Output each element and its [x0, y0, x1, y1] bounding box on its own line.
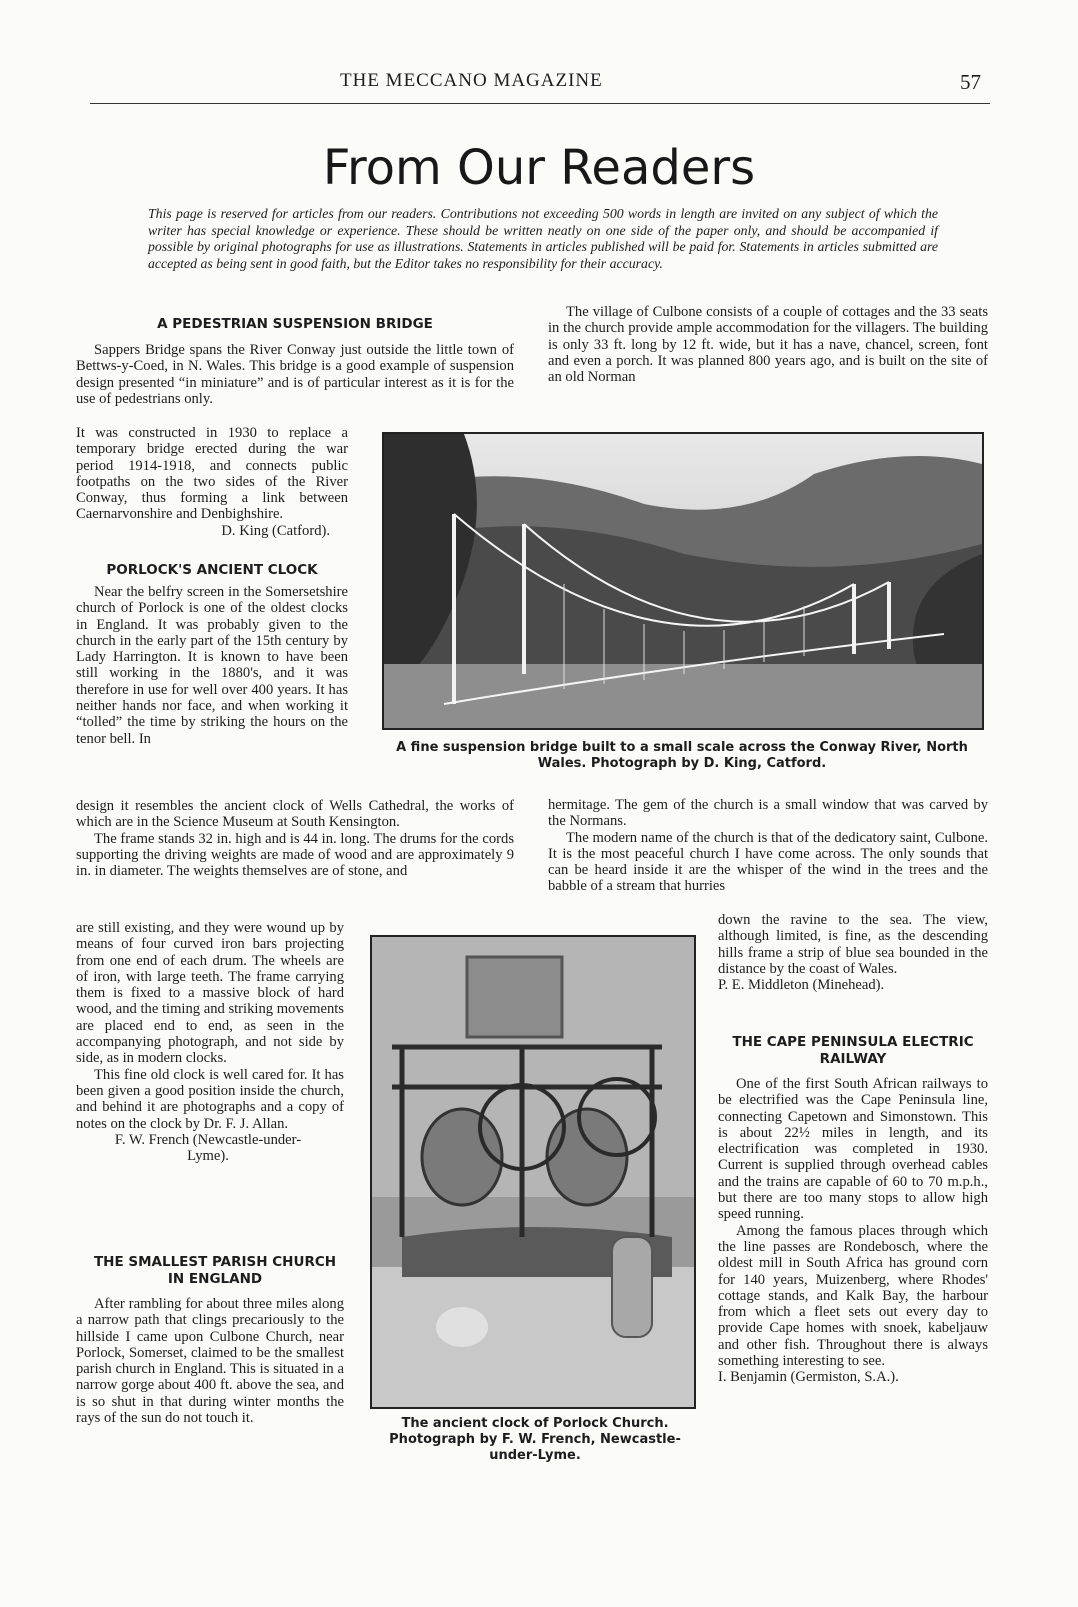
clock-paragraph-2a: The frame stands 32 in. high and is 44 in. long. The drums for the cords supporting the driving weights are made of wood and are approximately 9 in. in diameter. The weights themselves are of stone, and: [76, 830, 514, 880]
clock-paragraph-3: This fine old clock is well cared for. It has been given a good position inside the church, and behind it are photographs and a copy of notes on the clock by Dr. F. J. Allan.: [76, 1066, 344, 1132]
bridge-caption: A fine suspension bridge built to a small scale across the Conway River, North Wales. Photograph by D. King, Catford.: [396, 740, 968, 771]
bridge-article-cont: [76, 425, 348, 539]
railway-heading: THE CAPE PENINSULA ELECTRIC RAILWAY: [732, 1034, 974, 1067]
parish-paragraph-4a: The modern name of the church is that of the dedicatory saint, Culbone. It is the most peaceful church I have come across. The only sounds that can be heard inside it are the whisper of the wind in the trees and the babble of a stream that hurries: [548, 829, 988, 895]
bridge-paragraph-1: Sappers Bridge spans the River Conway just outside the little town of Bettws-y-Coed, in N. Wales. This bridge is a good example of suspension design presented “in miniature” and is of particular interest as it is for the use of pedestrians only.: [76, 342, 514, 407]
parish-paragraph-3: hermitage. The gem of the church is a small window that was carved by the Normans.: [548, 797, 988, 830]
magazine-header: THE MECCANO MAGAZINE: [340, 70, 603, 91]
parish-article-continued: [548, 304, 988, 385]
clock-caption: The ancient clock of Porlock Church. Photograph by F. W. French, Newcastle-under-Lyme.: [389, 1416, 681, 1463]
ancient-clock-image: [372, 937, 694, 1407]
parish-article-end: [718, 912, 988, 993]
parish-article-mid: [548, 797, 988, 895]
parish-signature: P. E. Middleton (Minehead).: [718, 977, 885, 994]
intro-paragraph: This page is reserved for articles from our readers. Contributions not exceeding 500 words in length are invited on any subject of which the writer has special knowledge or experience. These should be written neatly on one side of the paper only, and should be accompanied if possible by original photographs for use as illustrations. Statements in articles published will be paid for. Statements in articles submitted are accepted as being sent in good faith, but the Editor takes no responsibility for their accuracy.: [148, 206, 938, 271]
parish-heading: THE SMALLEST PARISH CHURCH IN ENGLAND: [93, 1254, 337, 1287]
clock-paragraph-1a: Near the belfry screen in the Somersetshire church of Porlock is one of the oldest clocks in England. It was probably given to the church in the early part of the 15th century by Lady Harrington. It is known to have been still working in the 1880's, and it was therefore in use for well over 400 years. It has neither hands nor face, and when working it “tolled” the time by striking the hours on the tenor bell. In: [76, 584, 348, 747]
clock-paragraph-1b: design it resembles the ancient clock of Wells Cathedral, the works of which are in the Science Museum at South Kensington.: [76, 798, 514, 831]
clock-article-top: [76, 584, 348, 747]
page-number: 57: [960, 70, 981, 94]
parish-article-start: [76, 1296, 344, 1426]
bridge-signature: D. King (Catford).: [221, 522, 330, 539]
railway-article: [718, 1076, 988, 1386]
bridge-article: [76, 342, 514, 407]
parish-paragraph-1: After rambling for about three miles along a narrow path that clings precariously to the hillside I came upon Culbone Church, near Porlock, Somerset, claimed to be the smallest parish church in England. This is situated in a narrow gorge about 400 ft. above the sea, and is so shut in that during winter months the rays of the sun do not touch it.: [76, 1296, 344, 1427]
clock-article-mid: [76, 798, 514, 879]
railway-paragraph-2: Among the famous places through which the line passes are Rondebosch, where the oldest mill in South Africa has ground corn for 140 years, Muizenberg, where Rhodes' cottage stands, and Kalk Bay, the harbour from which a fleet sets out every day to provide Cape homes with snoek, kabeljauw and other fish. Throughout there is always something interesting to see.: [718, 1222, 988, 1370]
bridge-heading: A PEDESTRIAN SUSPENSION BRIDGE: [157, 316, 433, 332]
header-rule: [90, 103, 990, 104]
parish-paragraph-2: The village of Culbone consists of a couple of cottages and the 33 seats in the church provide ample accommodation for the villagers. The building is only 33 ft. long by 12 ft. wide, but it has a nave, chancel, screen, font and even a porch. It was planned 800 years ago, and is built on the site of an old Norman: [548, 304, 988, 386]
clock-heading: PORLOCK'S ANCIENT CLOCK: [106, 562, 318, 578]
clock-paragraph-2b: are still existing, and they were wound up by means of four curved iron bars projecting from one end of each drum. The wheels are of iron, with large teeth. The frame carrying them is fixed to a massive block of hard wood, and the timing and striking movements are placed end to end, as seen in the accompanying photograph, and not side by side, as in modern clocks.: [76, 920, 344, 1067]
parish-paragraph-4b: down the ravine to the sea. The view, although limited, is fine, as the descending hills frame a strip of blue sea bounded in the distance by the coast of Wales.: [718, 912, 988, 977]
clock-photo: [370, 935, 696, 1409]
bridge-photo: [382, 432, 984, 730]
clock-article-bottom: [76, 920, 344, 1164]
railway-signature: I. Benjamin (Germiston, S.A.).: [718, 1369, 899, 1386]
page-title: From Our Readers: [322, 140, 756, 196]
suspension-bridge-image: [384, 434, 982, 728]
bridge-paragraph-2: It was constructed in 1930 to replace a temporary bridge erected during the war period 1914-1918, and connects public footpaths on the two sides of the River Conway, thus forming a link between Caernarvonshire and Denbighshire.: [76, 425, 348, 523]
clock-signature: F. W. French (Newcastle-under-Lyme).: [114, 1131, 302, 1165]
railway-paragraph-1: One of the first South African railways to be electrified was the Cape Peninsula line, connecting Capetown and Simonstown. This is about 22½ miles in length, and its electrification was completed in 1930. Current is supplied through overhead cables and the trains are capable of 60 to 70 m.p.h., but there are too many stops to allow high speed running.: [718, 1076, 988, 1223]
